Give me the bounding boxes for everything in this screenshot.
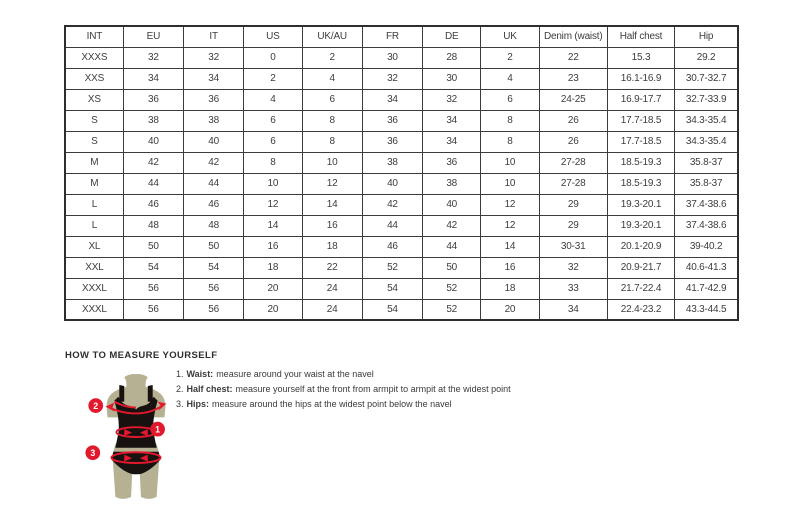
table-cell: 42: [123, 152, 183, 173]
table-cell: 42: [362, 194, 422, 215]
table-cell: 34: [184, 68, 244, 89]
table-cell: 42: [423, 215, 481, 236]
table-cell: 15.3: [607, 47, 674, 68]
table-cell: 34: [539, 299, 607, 320]
table-cell: 10: [302, 152, 362, 173]
table-cell: 4: [302, 68, 362, 89]
table-cell: 34.3-35.4: [675, 110, 738, 131]
table-cell: 52: [362, 257, 422, 278]
table-cell: 12: [244, 194, 302, 215]
table-cell: 43.3-44.5: [675, 299, 738, 320]
table-cell: L: [65, 194, 123, 215]
table-cell: 22.4-23.2: [607, 299, 674, 320]
table-cell: 26: [539, 131, 607, 152]
table-cell: 40: [123, 131, 183, 152]
table-cell: 2: [481, 47, 539, 68]
table-cell: XXL: [65, 257, 123, 278]
table-cell: 54: [123, 257, 183, 278]
table-cell: 28: [423, 47, 481, 68]
table-cell: 50: [423, 257, 481, 278]
table-cell: 8: [481, 131, 539, 152]
table-cell: S: [65, 131, 123, 152]
swimsuit-strap-left: [119, 385, 124, 402]
table-row: [65, 173, 738, 194]
table-cell: 27-28: [539, 152, 607, 173]
svg-text:3: 3: [90, 448, 96, 459]
table-cell: 46: [184, 194, 244, 215]
table-cell: 48: [123, 215, 183, 236]
table-cell: 38: [123, 110, 183, 131]
table-cell: 50: [184, 236, 244, 257]
table-cell: 44: [123, 173, 183, 194]
table-cell: 10: [481, 173, 539, 194]
table-cell: 36: [362, 110, 422, 131]
table-cell: 18.5-19.3: [607, 152, 674, 173]
table-cell: 34: [423, 110, 481, 131]
step-label: Hips:: [186, 399, 210, 409]
measure-steps: [176, 369, 596, 414]
table-cell: 34: [362, 89, 422, 110]
table-row: [65, 89, 738, 110]
table-cell: 29.2: [675, 47, 738, 68]
col-header-int: INT: [65, 26, 123, 47]
table-cell: 16: [302, 215, 362, 236]
table-cell: 29: [539, 194, 607, 215]
col-header-eu: EU: [123, 26, 183, 47]
table-cell: 48: [184, 215, 244, 236]
table-cell: 40: [423, 194, 481, 215]
col-header-half-chest: Half chest: [607, 26, 674, 47]
table-cell: 44: [423, 236, 481, 257]
table-row: [65, 194, 738, 215]
table-cell: L: [65, 215, 123, 236]
table-row: [65, 47, 738, 68]
table-cell: 32: [539, 257, 607, 278]
table-cell: 38: [423, 173, 481, 194]
col-header-uk: UK: [481, 26, 539, 47]
table-row: [65, 110, 738, 131]
badge-waist: [150, 422, 165, 437]
table-cell: 23: [539, 68, 607, 89]
col-header-ukau: UK/AU: [302, 26, 362, 47]
table-row: [65, 236, 738, 257]
table-row: [65, 131, 738, 152]
table-cell: 35.8-37: [675, 152, 738, 173]
table-cell: 18.5-19.3: [607, 173, 674, 194]
measurement-figure: [82, 371, 190, 503]
badge-half-chest: [88, 398, 103, 413]
table-cell: 34: [423, 131, 481, 152]
step-number: 2.: [176, 384, 184, 394]
table-cell: 10: [244, 173, 302, 194]
table-cell: M: [65, 173, 123, 194]
table-row: [65, 152, 738, 173]
table-cell: 16.1-16.9: [607, 68, 674, 89]
table-cell: 56: [123, 299, 183, 320]
table-cell: 14: [481, 236, 539, 257]
svg-text:1: 1: [155, 424, 161, 435]
measure-step-waist: [176, 369, 596, 379]
measure-guide-title: HOW TO MEASURE YOURSELF: [65, 350, 218, 361]
table-cell: 2: [302, 47, 362, 68]
table-cell: 4: [481, 68, 539, 89]
table-cell: 12: [481, 194, 539, 215]
size-table-header: [65, 26, 738, 47]
table-cell: 46: [123, 194, 183, 215]
table-cell: 44: [184, 173, 244, 194]
step-number: 3.: [176, 399, 184, 409]
table-cell: 2: [244, 68, 302, 89]
col-header-denim: Denim (waist): [539, 26, 607, 47]
table-cell: 32: [362, 68, 422, 89]
table-cell: 54: [362, 278, 422, 299]
table-cell: 20: [244, 299, 302, 320]
col-header-hip: Hip: [675, 26, 738, 47]
table-cell: 33: [539, 278, 607, 299]
table-cell: 38: [184, 110, 244, 131]
table-cell: 30-31: [539, 236, 607, 257]
table-cell: XXXL: [65, 278, 123, 299]
table-cell: 22: [539, 47, 607, 68]
table-cell: 19.3-20.1: [607, 215, 674, 236]
table-cell: 32: [423, 89, 481, 110]
col-header-de: DE: [423, 26, 481, 47]
table-row: [65, 278, 738, 299]
table-cell: 6: [481, 89, 539, 110]
table-cell: 12: [481, 215, 539, 236]
col-header-fr: FR: [362, 26, 422, 47]
table-cell: 24: [302, 278, 362, 299]
table-cell: 20.9-21.7: [607, 257, 674, 278]
table-cell: 41.7-42.9: [675, 278, 738, 299]
table-cell: 22: [302, 257, 362, 278]
table-cell: 37.4-38.6: [675, 194, 738, 215]
table-cell: 30: [362, 47, 422, 68]
table-cell: 30.7-32.7: [675, 68, 738, 89]
table-cell: 10: [481, 152, 539, 173]
table-cell: 6: [244, 110, 302, 131]
size-chart-table: [64, 25, 739, 321]
table-cell: 44: [362, 215, 422, 236]
swimsuit-strap-right: [148, 385, 153, 402]
table-cell: 26: [539, 110, 607, 131]
table-cell: 16: [244, 236, 302, 257]
measure-step-hips: [176, 399, 596, 409]
table-cell: XS: [65, 89, 123, 110]
mannequin-illustration: [82, 371, 190, 503]
table-cell: 34.3-35.4: [675, 131, 738, 152]
table-cell: XXXL: [65, 299, 123, 320]
table-row: [65, 68, 738, 89]
table-cell: 52: [423, 299, 481, 320]
table-cell: 16: [481, 257, 539, 278]
table-cell: 20.1-20.9: [607, 236, 674, 257]
table-cell: 56: [184, 299, 244, 320]
table-cell: XXS: [65, 68, 123, 89]
table-cell: 8: [481, 110, 539, 131]
table-cell: 40.6-41.3: [675, 257, 738, 278]
table-cell: 37.4-38.6: [675, 215, 738, 236]
table-cell: 19.3-20.1: [607, 194, 674, 215]
table-cell: 56: [123, 278, 183, 299]
table-cell: 32: [123, 47, 183, 68]
table-cell: 40: [362, 173, 422, 194]
table-cell: 36: [423, 152, 481, 173]
table-cell: 17.7-18.5: [607, 131, 674, 152]
table-cell: 34: [123, 68, 183, 89]
table-row: [65, 215, 738, 236]
table-cell: 46: [362, 236, 422, 257]
table-cell: 16.9-17.7: [607, 89, 674, 110]
table-cell: XL: [65, 236, 123, 257]
table-cell: 18: [481, 278, 539, 299]
table-cell: 8: [244, 152, 302, 173]
table-cell: 54: [184, 257, 244, 278]
table-cell: 8: [302, 131, 362, 152]
step-text: measure yourself at the front from armpit to armpit at the widest point: [235, 384, 511, 394]
table-cell: 32.7-33.9: [675, 89, 738, 110]
table-cell: 30: [423, 68, 481, 89]
table-cell: 21.7-22.4: [607, 278, 674, 299]
step-number: 1.: [176, 369, 184, 379]
table-cell: 54: [362, 299, 422, 320]
table-cell: 36: [362, 131, 422, 152]
table-cell: 20: [481, 299, 539, 320]
table-row: [65, 257, 738, 278]
step-label: Waist:: [186, 369, 214, 379]
table-cell: 0: [244, 47, 302, 68]
table-cell: 27-28: [539, 173, 607, 194]
table-cell: 4: [244, 89, 302, 110]
table-cell: 39-40.2: [675, 236, 738, 257]
step-label: Half chest:: [186, 384, 233, 394]
table-cell: 36: [184, 89, 244, 110]
measure-step-half-chest: [176, 384, 596, 394]
table-cell: 29: [539, 215, 607, 236]
table-cell: XXXS: [65, 47, 123, 68]
table-cell: 18: [302, 236, 362, 257]
svg-text:2: 2: [93, 401, 99, 412]
table-cell: M: [65, 152, 123, 173]
size-table-body: [65, 47, 738, 320]
table-cell: 42: [184, 152, 244, 173]
table-cell: 6: [302, 89, 362, 110]
table-cell: 12: [302, 173, 362, 194]
table-cell: 6: [244, 131, 302, 152]
table-cell: 56: [184, 278, 244, 299]
table-cell: 52: [423, 278, 481, 299]
table-cell: 36: [123, 89, 183, 110]
table-cell: 17.7-18.5: [607, 110, 674, 131]
table-cell: 24: [302, 299, 362, 320]
table-cell: 32: [184, 47, 244, 68]
header-row: [65, 26, 738, 47]
table-cell: 20: [244, 278, 302, 299]
table-row: [65, 299, 738, 320]
table-cell: 18: [244, 257, 302, 278]
table-cell: 50: [123, 236, 183, 257]
table-cell: 24-25: [539, 89, 607, 110]
table-cell: S: [65, 110, 123, 131]
step-text: measure around the hips at the widest point below the navel: [212, 399, 452, 409]
table-cell: 40: [184, 131, 244, 152]
badge-hips: [85, 445, 100, 460]
col-header-it: IT: [184, 26, 244, 47]
col-header-us: US: [244, 26, 302, 47]
step-text: measure around your waist at the navel: [216, 369, 374, 379]
table-cell: 14: [302, 194, 362, 215]
table-cell: 38: [362, 152, 422, 173]
table-cell: 8: [302, 110, 362, 131]
table-cell: 35.8-37: [675, 173, 738, 194]
table-cell: 14: [244, 215, 302, 236]
